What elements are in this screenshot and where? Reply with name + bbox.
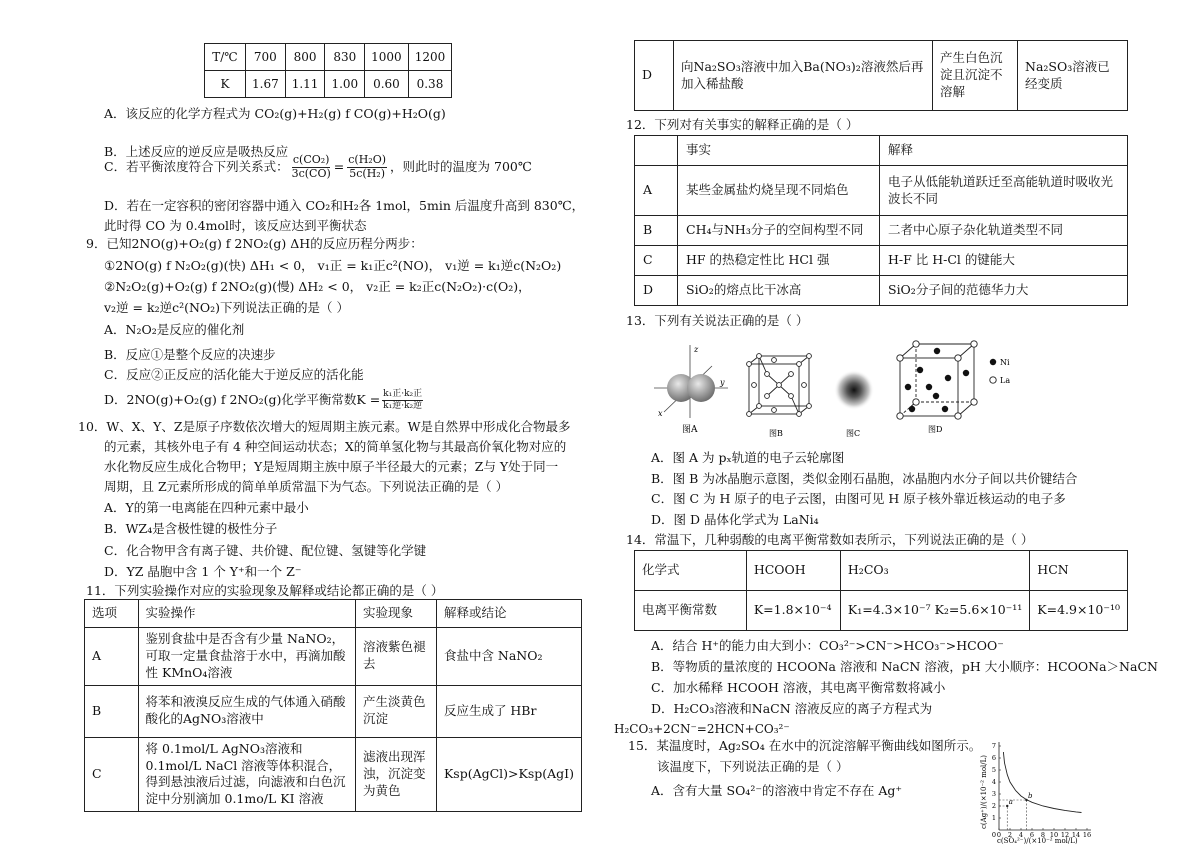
q11-table bbox=[84, 599, 582, 812]
solubility-equilibrium-chart bbox=[977, 737, 1099, 847]
axis-label-y: y bbox=[720, 378, 725, 387]
equals-sign: = bbox=[333, 158, 345, 174]
table-header: 解释或结论 bbox=[436, 600, 581, 628]
table-cell: B bbox=[635, 216, 678, 246]
table-cell: CH₄与NH₃分子的空间构型不同 bbox=[678, 216, 880, 246]
q14-option-d: D．H₂CO₃溶液和NaCN 溶液反应的离子方程式为 bbox=[651, 701, 933, 716]
q10-line-2: 的元素，其核外电子有 4 种空间运动状态；X的简单氢化物与其最高价氧化物对应的 bbox=[104, 439, 567, 454]
axis-label-x: x bbox=[658, 409, 663, 418]
table-cell: 1000 bbox=[365, 44, 409, 71]
table-cell: 向Na₂SO₃溶液中加入Ba(NO₃)₂溶液然后再加入稀盐酸 bbox=[674, 41, 933, 111]
table-row bbox=[85, 737, 582, 812]
q14-stem: 14．常温下，几种弱酸的电离平衡常数如表所示，下列说法正确的是（ ） bbox=[626, 532, 1034, 547]
table-cell: 鉴别食盐中是否含有少量 NaNO₂，可取一定量食盐溶于水中，再滴加酸性 KMnO₄溶液 bbox=[138, 628, 356, 686]
figure-b-ice-cell bbox=[743, 350, 815, 442]
table-cell: C bbox=[635, 246, 678, 276]
table-header: 化学式 bbox=[635, 551, 747, 591]
table-cell: 产生淡黄色沉淀 bbox=[356, 685, 437, 737]
q8-option-c bbox=[104, 152, 532, 182]
table-header: 选项 bbox=[85, 600, 139, 628]
q9-step-2: ②N₂O₂(g)+O₂(g) f 2NO₂(g)(慢) ΔH₂ < 0， v₂正 = k₂正c(N₂O₂)·c(O₂)， bbox=[104, 279, 531, 294]
q9-step-3: v₂逆 = k₂逆c²(NO₂)下列说法正确的是（ ） bbox=[104, 300, 350, 315]
q13-option-d: D．图 D 晶体化学式为 LaNi₄ bbox=[651, 512, 819, 527]
fraction bbox=[292, 154, 331, 180]
table-row bbox=[635, 41, 1128, 111]
axis-label-z: z bbox=[694, 345, 699, 354]
table-cell: A bbox=[85, 628, 139, 686]
table-cell: 食盐中含 NaNO₂ bbox=[436, 628, 581, 686]
table-cell: SiO₂分子间的范德华力大 bbox=[880, 276, 1128, 306]
x-axis-label: c(SO₄²⁻)/(×10⁻² mol/L) bbox=[997, 837, 1078, 845]
x-tick-label: 8 bbox=[1040, 831, 1046, 839]
fraction-numerator: c(H₂O) bbox=[348, 152, 387, 166]
x-tick-label: 4 bbox=[1018, 831, 1024, 839]
q14-option-c: C．加水稀释 HCOOH 溶液，其电离平衡常数将减小 bbox=[651, 680, 946, 695]
table-row bbox=[205, 71, 452, 98]
figure-caption-a: 图A bbox=[682, 425, 698, 435]
y-tick-label: 4 bbox=[991, 778, 996, 786]
table-cell: 电离平衡常数 bbox=[635, 591, 747, 631]
q8-option-d-line1: D．若在一定容积的密闭容器中通入 CO₂和H₂各 1mol，5min 后温度升高到 830℃， bbox=[104, 198, 585, 213]
table-header: 实验操作 bbox=[138, 600, 356, 628]
x-tick-label: 10 bbox=[1049, 831, 1059, 839]
q13-option-b: B．图 B 为冰晶胞示意图，类似金刚石晶胞，冰晶胞内水分子间以共价键结合 bbox=[651, 471, 1078, 486]
table-header-row bbox=[635, 551, 1128, 591]
q13-option-c: C．图 C 为 H 原子的电子云图，由图可见 H 原子核外靠近核运动的电子多 bbox=[651, 491, 1066, 506]
figure-caption-c: 图C bbox=[846, 429, 861, 438]
table-cell: B bbox=[85, 685, 139, 737]
q15-line-1: 15．某温度时，Ag₂SO₄ 在水中的沉淀溶解平衡曲线如图所示。 bbox=[628, 738, 982, 753]
q10-option-a: A．Y的第一电离能在四种元素中最小 bbox=[104, 500, 309, 515]
table-cell: 0.38 bbox=[408, 71, 452, 98]
table-cell: 700 bbox=[246, 44, 286, 71]
q14-table bbox=[634, 550, 1128, 631]
table-cell: K=1.8×10⁻⁴ bbox=[746, 591, 840, 631]
table-cell: K₁=4.3×10⁻⁷ K₂=5.6×10⁻¹¹ bbox=[840, 591, 1029, 631]
table-cell: 将 0.1mol/L AgNO₃溶液和 0.1mol/L NaCl 溶液等体积混合，得到悬浊液后过滤，向滤液和白色沉淀中分别滴加 0.1mo/L KI 溶液 bbox=[138, 737, 356, 812]
table-cell: 溶液紫色褪去 bbox=[356, 628, 437, 686]
table-cell: 800 bbox=[285, 44, 325, 71]
table-header: HCN bbox=[1030, 551, 1128, 591]
q8-option-b: B．上述反应的逆反应是吸热反应 bbox=[104, 144, 289, 159]
fraction-denominator: 3c(CO) bbox=[291, 166, 331, 180]
table-header: HCOOH bbox=[746, 551, 840, 591]
q8-option-c-prefix: C．若平衡浓度符合下列关系式： bbox=[104, 158, 289, 174]
equilibrium-constant-table bbox=[204, 43, 452, 98]
q9-option-d-prefix: D．2NO(g)+O₂(g) f 2NO₂(g)化学平衡常数K = bbox=[104, 391, 381, 407]
table-cell: 某些金属盐灼烧呈现不同焰色 bbox=[678, 166, 880, 216]
x-tick-label: 16 bbox=[1082, 831, 1092, 839]
x-tick-label: 0 bbox=[996, 831, 1002, 839]
q9-option-b: B．反应①是整个反应的决速步 bbox=[104, 347, 276, 362]
q15-option-a: A．含有大量 SO₄²⁻的溶液中肯定不存在 Ag⁺ bbox=[651, 783, 903, 798]
q14-option-b: B．等物质的量浓度的 HCOONa 溶液和 NaCN 溶液，pH 大小顺序：HCOONa＞NaCN bbox=[651, 659, 1158, 674]
table-header bbox=[635, 136, 678, 166]
table-cell: K bbox=[205, 71, 246, 98]
q9-option-d bbox=[104, 385, 423, 415]
x-tick-label: 6 bbox=[1029, 831, 1035, 839]
fraction-numerator: c(CO₂) bbox=[292, 152, 330, 166]
table-cell: 滤液出现浑浊，沉淀变为黄色 bbox=[356, 737, 437, 812]
table-row bbox=[85, 628, 582, 686]
table-header: 事实 bbox=[678, 136, 880, 166]
table-cell: 830 bbox=[325, 44, 365, 71]
table-cell: T/℃ bbox=[205, 44, 246, 71]
q12-stem: 12．下列对有关事实的解释正确的是（ ） bbox=[626, 117, 859, 132]
y-tick-label: 6 bbox=[991, 754, 996, 762]
figure-a-p-orbital bbox=[650, 340, 730, 435]
table-cell: 将苯和液溴反应生成的气体通入硝酸酸化的AgNO₃溶液中 bbox=[138, 685, 356, 737]
table-row bbox=[635, 276, 1128, 306]
fraction-numerator: k₁正·k₂正 bbox=[383, 389, 423, 400]
x-tick-label: 12 bbox=[1060, 831, 1070, 839]
q13-option-a: A．图 A 为 pₓ轨道的电子云轮廓图 bbox=[651, 450, 845, 465]
legend-la-label: La bbox=[1000, 376, 1011, 385]
table-row bbox=[635, 166, 1128, 216]
fraction-denominator: 5c(H₂) bbox=[349, 166, 385, 180]
q10-option-d: D．YZ 晶胞中含 1 个 Y⁺和一个 Z⁻ bbox=[104, 564, 302, 579]
solubility-curve bbox=[1003, 752, 1081, 813]
q11-table-continued bbox=[634, 40, 1128, 111]
q12-table bbox=[634, 135, 1128, 306]
fraction-denominator: k₁逆·k₂逆 bbox=[383, 400, 423, 411]
table-cell: 产生白色沉淀且沉淀不溶解 bbox=[933, 41, 1018, 111]
q10-line-1: 10．W、X、Y、Z是原子序数依次增大的短周期主族元素。W是自然界中形成化合物最多 bbox=[78, 419, 571, 434]
q10-option-b: B．WZ₄是含极性键的极性分子 bbox=[104, 521, 278, 536]
table-header: 解释 bbox=[880, 136, 1128, 166]
table-cell: HF 的热稳定性比 HCl 强 bbox=[678, 246, 880, 276]
table-cell: H-F 比 H-Cl 的键能大 bbox=[880, 246, 1128, 276]
table-cell: 电子从低能轨道跃迁至高能轨道时吸收光波长不同 bbox=[880, 166, 1128, 216]
table-cell: Na₂SO₃溶液已经变质 bbox=[1018, 41, 1128, 111]
q10-line-4: 周期，且 Z元素所形成的简单单质常温下为气态。下列说法正确的是（ ） bbox=[104, 479, 509, 494]
table-cell: 0.60 bbox=[365, 71, 409, 98]
q9-option-a: A．N₂O₂是反应的催化剂 bbox=[104, 322, 245, 337]
fraction bbox=[382, 389, 423, 411]
q8-option-d-line2: 此时得 CO 为 0.4mol时，该反应达到平衡状态 bbox=[104, 218, 367, 233]
table-cell: Ksp(AgCl)>Ksp(AgI) bbox=[436, 737, 581, 812]
y-tick-label: 1 bbox=[991, 814, 996, 822]
point-label: a bbox=[1008, 798, 1013, 806]
y-tick-label: 7 bbox=[991, 742, 996, 750]
electron-cloud bbox=[834, 370, 874, 410]
table-cell: 二者中心原子杂化轨道类型不同 bbox=[880, 216, 1128, 246]
figure-caption-b: 图B bbox=[769, 429, 783, 438]
table-header-row bbox=[635, 136, 1128, 166]
x-tick-label: 14 bbox=[1071, 831, 1081, 839]
q15-line-2: 该温度下，下列说法正确的是（ ） bbox=[657, 759, 849, 774]
point-label: b bbox=[1028, 792, 1033, 800]
table-cell: K=4.9×10⁻¹⁰ bbox=[1030, 591, 1128, 631]
table-cell: A bbox=[635, 166, 678, 216]
table-cell: C bbox=[85, 737, 139, 812]
table-cell: 反应生成了 HBr bbox=[436, 685, 581, 737]
q14-option-d-equation: H₂CO₃+2CN⁻=2HCN+CO₃²⁻ bbox=[614, 722, 790, 736]
table-cell: 1.11 bbox=[285, 71, 325, 98]
y-tick-label: 5 bbox=[991, 766, 996, 774]
table-header: 实验现象 bbox=[356, 600, 437, 628]
table-cell: 1.67 bbox=[246, 71, 286, 98]
fraction bbox=[347, 154, 387, 180]
y-axis-label: c(Ag⁺)/(×10⁻² mol/L) bbox=[980, 754, 988, 829]
q10-option-c: C．化合物甲含有离子键、共价键、配位键、氢键等化学键 bbox=[104, 543, 427, 558]
table-row bbox=[85, 685, 582, 737]
orbital-lobe bbox=[687, 374, 715, 402]
q14-option-a: A．结合 H⁺的能力由大到小：CO₃²⁻>CN⁻>HCO₃⁻>HCOO⁻ bbox=[651, 638, 1004, 653]
origin-label: 0 bbox=[991, 831, 996, 839]
figure-c-electron-cloud bbox=[826, 350, 886, 442]
table-cell: D bbox=[635, 276, 678, 306]
q9-option-c: C．反应②正反应的活化能大于逆反应的活化能 bbox=[104, 367, 364, 382]
q10-line-3: 水化物反应生成化合物甲；Y是短周期主族中原子半径最大的元素；Z与 Y处于同一 bbox=[104, 459, 559, 474]
figure-d-lani-cell bbox=[890, 338, 1020, 434]
legend-ni-marker bbox=[990, 359, 996, 365]
q8-option-c-suffix: ，则此时的温度为 700℃ bbox=[390, 158, 532, 174]
table-cell: SiO₂的熔点比干冰高 bbox=[678, 276, 880, 306]
q13-stem: 13．下列有关说法正确的是（ ） bbox=[626, 313, 809, 328]
table-header: H₂CO₃ bbox=[840, 551, 1029, 591]
table-cell: 1.00 bbox=[325, 71, 365, 98]
table-row bbox=[635, 591, 1128, 631]
q11-stem: 11．下列实验操作对应的实验现象及解释或结论都正确的是（ ） bbox=[86, 583, 444, 598]
legend-la-marker bbox=[990, 377, 996, 383]
table-header-row bbox=[85, 600, 582, 628]
x-tick-label: 2 bbox=[1007, 831, 1013, 839]
table-row bbox=[635, 216, 1128, 246]
table-row bbox=[205, 44, 452, 71]
y-tick-label: 2 bbox=[991, 802, 996, 810]
table-cell: 1200 bbox=[408, 44, 452, 71]
figure-caption-d: 图D bbox=[928, 425, 943, 434]
q8-option-a: A．该反应的化学方程式为 CO₂(g)+H₂(g) f CO(g)+H₂O(g) bbox=[104, 106, 446, 121]
q9-stem: 9．已知2NO(g)+O₂(g) f 2NO₂(g) ΔH的反应历程分两步： bbox=[86, 236, 423, 251]
y-tick-label: 3 bbox=[991, 790, 996, 798]
table-cell: D bbox=[635, 41, 674, 111]
q9-step-1: ①2NO(g) f N₂O₂(g)(快) ΔH₁ < 0， v₁正 = k₁正c²(NO)， v₁逆 = k₁逆c(N₂O₂) bbox=[104, 258, 562, 273]
table-row bbox=[635, 246, 1128, 276]
legend-ni-label: Ni bbox=[1000, 358, 1010, 367]
